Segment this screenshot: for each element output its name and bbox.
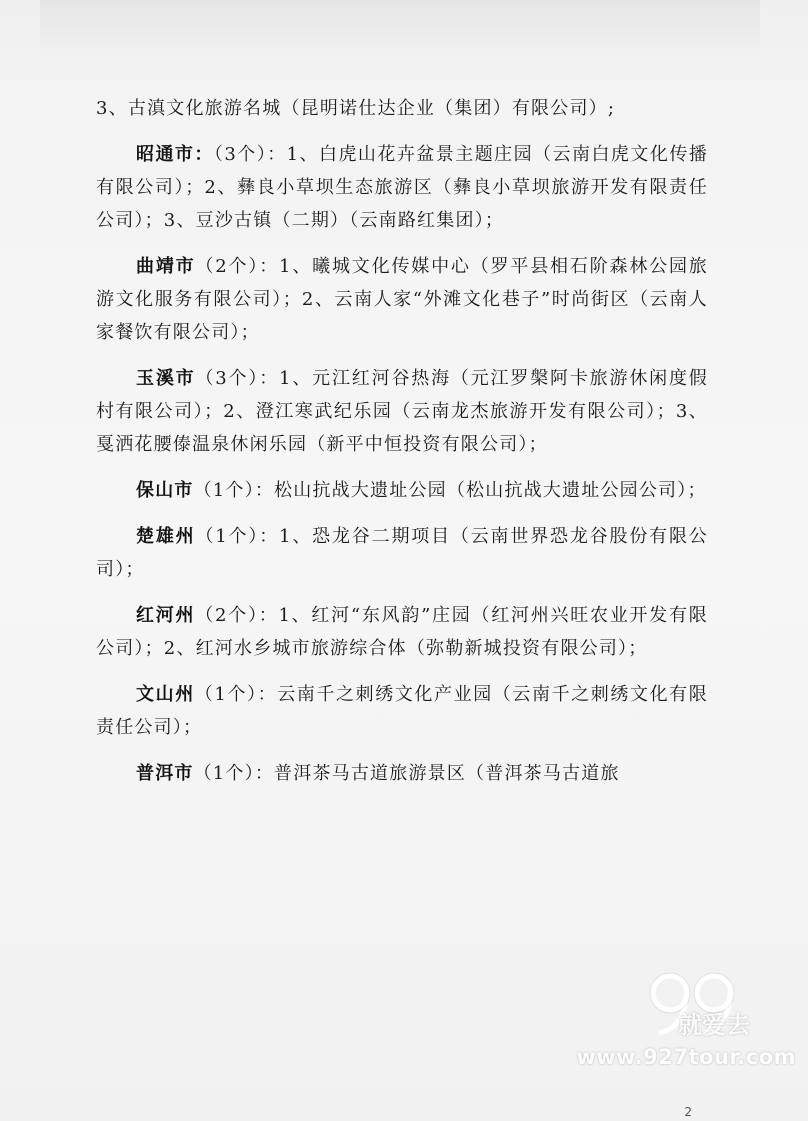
paragraph-text: 3、古滇文化旅游名城（昆明诺仕达企业（集团）有限公司）; [96,98,616,119]
watermark [576,965,796,1085]
paragraph-text: （3个）：1、元江红河谷热海（元江罗槃阿卡旅游休闲度假村有限公司）；2、澄江寒武纪乐园（云南龙杰旅游开发有限公司）；3、戛洒花腰傣温泉休闲乐园（新平中恒投资有限公司）； [96,368,708,455]
paragraph-text: （2个）：1、红河“东风韵”庄园（红河州兴旺农业开发有限公司）；2、红河水乡城市旅游综合体（弥勒新城投资有限公司）； [96,605,708,659]
paragraph-kunming-3 [96,92,708,125]
watermark-url: www.927tour.com [576,1045,796,1069]
paragraph-honghe [96,599,708,665]
paragraph-baoshan [96,474,708,507]
city-name: 红河州 [136,605,196,626]
paragraph-text: （2个）：1、曦城文化传媒中心（罗平县相石阶森林公园旅游文化服务有限公司）；2、云南人家“外滩文化巷子”时尚街区（云南人家餐饮有限公司）； [96,256,708,343]
paragraph-text: （1个）：松山抗战大遗址公园（松山抗战大遗址公园公司）； [193,480,707,501]
paragraph-zhaotong [96,138,708,237]
city-name: 文山州 [136,684,195,705]
page-number: 2 [684,1105,692,1119]
scan-shadow [40,0,760,60]
paragraph-wenshan [96,678,708,744]
paragraph-text: （1个）：普洱茶马古道旅游景区（普洱茶马古道旅 [193,763,620,784]
city-name: 昭通市： [136,144,214,165]
watermark-brand: 就爱去 [678,1011,750,1039]
paragraph-yuxi [96,362,708,461]
paragraph-qujing [96,250,708,349]
paragraph-chuxiong [96,520,708,586]
paragraph-text: （1个）：云南千之刺绣文化产业园（云南千之刺绣文化有限责任公司）； [96,684,708,738]
paragraph-puer [96,757,708,790]
paragraph-text: （3个）：1、白虎山花卉盆景主题庄园（云南白虎文化传播有限公司）；2、彝良小草坝生态旅游区（彝良小草坝旅游开发有限责任公司）；3、豆沙古镇（二期）（云南路红集团）； [96,144,708,231]
paragraph-text: （1个）：1、恐龙谷二期项目（云南世界恐龙谷股份有限公司）； [96,526,708,580]
city-name: 曲靖市 [136,256,196,277]
city-name: 楚雄州 [136,526,196,547]
document-body [96,92,708,790]
city-name: 保山市 [136,480,194,501]
city-name: 玉溪市 [136,368,196,389]
city-name: 普洱市 [136,763,194,784]
